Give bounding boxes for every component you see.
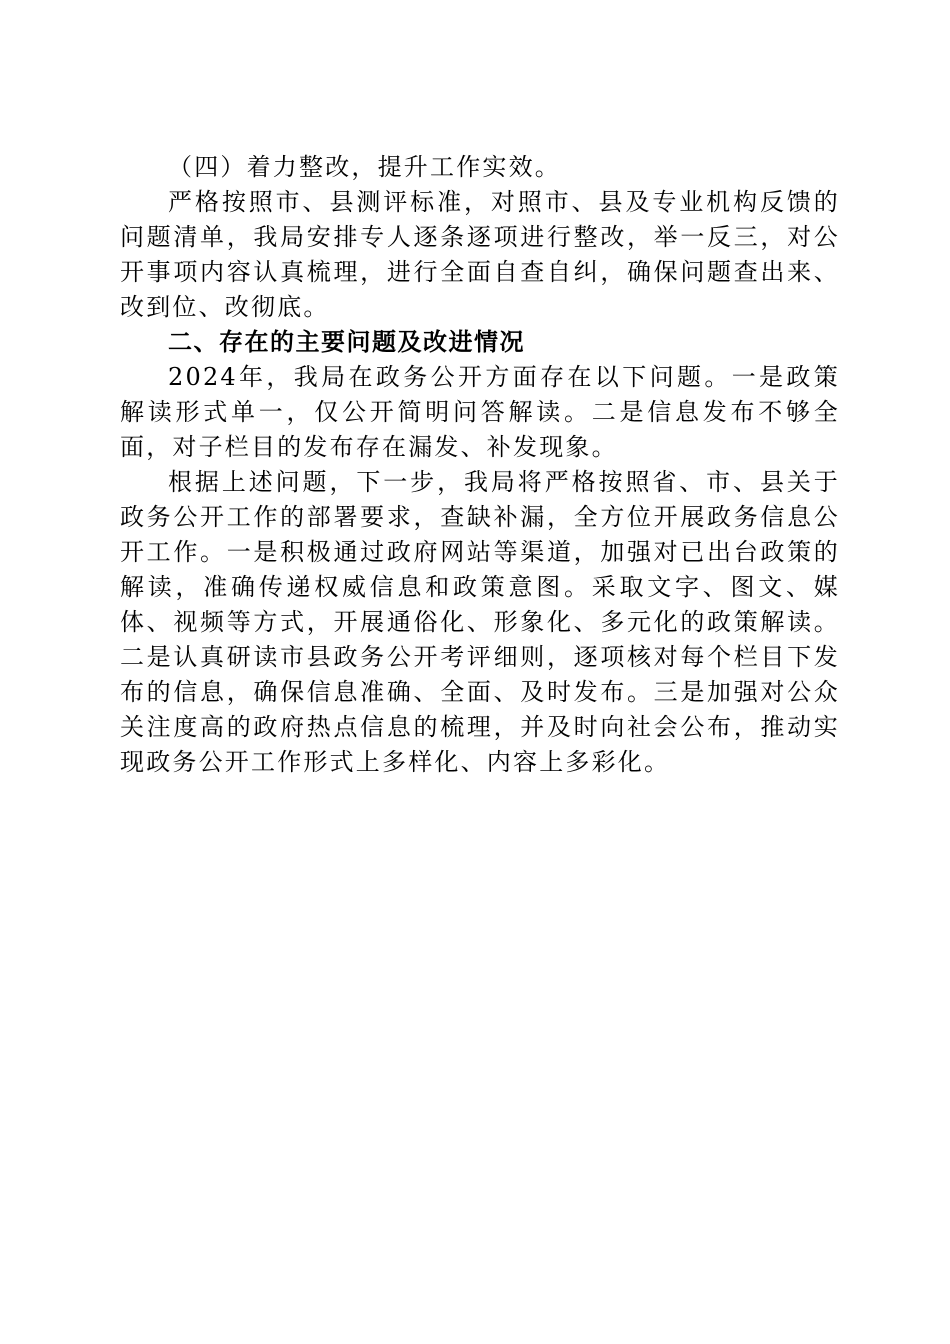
paragraph-problems: 2024年，我局在政务公开方面存在以下问题。一是政策解读形式单一，仅公开简明问答解读。二是信息发布不够全面，对子栏目的发布存在漏发、补发现象。 xyxy=(120,363,840,461)
subheading-4: （四）着力整改，提升工作实效。 xyxy=(168,153,561,181)
paragraph-next-steps: 根据上述问题，下一步，我局将严格按照省、市、县关于政务公开工作的部署要求，查缺补漏，全方位开展政务信息公开工作。一是积极通过政府网站等渠道，加强对已出台政策的解读，准确传递权威信息和政策意图。采取文字、图文、媒体、视频等方式，开展通俗化、形象化、多元化的政策解读。二是认真研读市县政务公开考评细则，逐项核对每个栏目下发布的信息，确保信息准确、全面、及时发布。三是加强对公众关注度高的政府热点信息的梳理，并及时向社会公布，推动实现政务公开工作形式上多样化、内容上多彩化。 xyxy=(120,468,840,776)
paragraph-rectification: 严格按照市、县测评标准，对照市、县及专业机构反馈的问题清单，我局安排专人逐条逐项进行整改，举一反三，对公开事项内容认真梳理，进行全面自查自纠，确保问题查出来、改到位、改彻底。 xyxy=(120,188,840,321)
document-body xyxy=(120,150,840,780)
section-2-heading: 二、存在的主要问题及改进情况 xyxy=(168,328,525,356)
